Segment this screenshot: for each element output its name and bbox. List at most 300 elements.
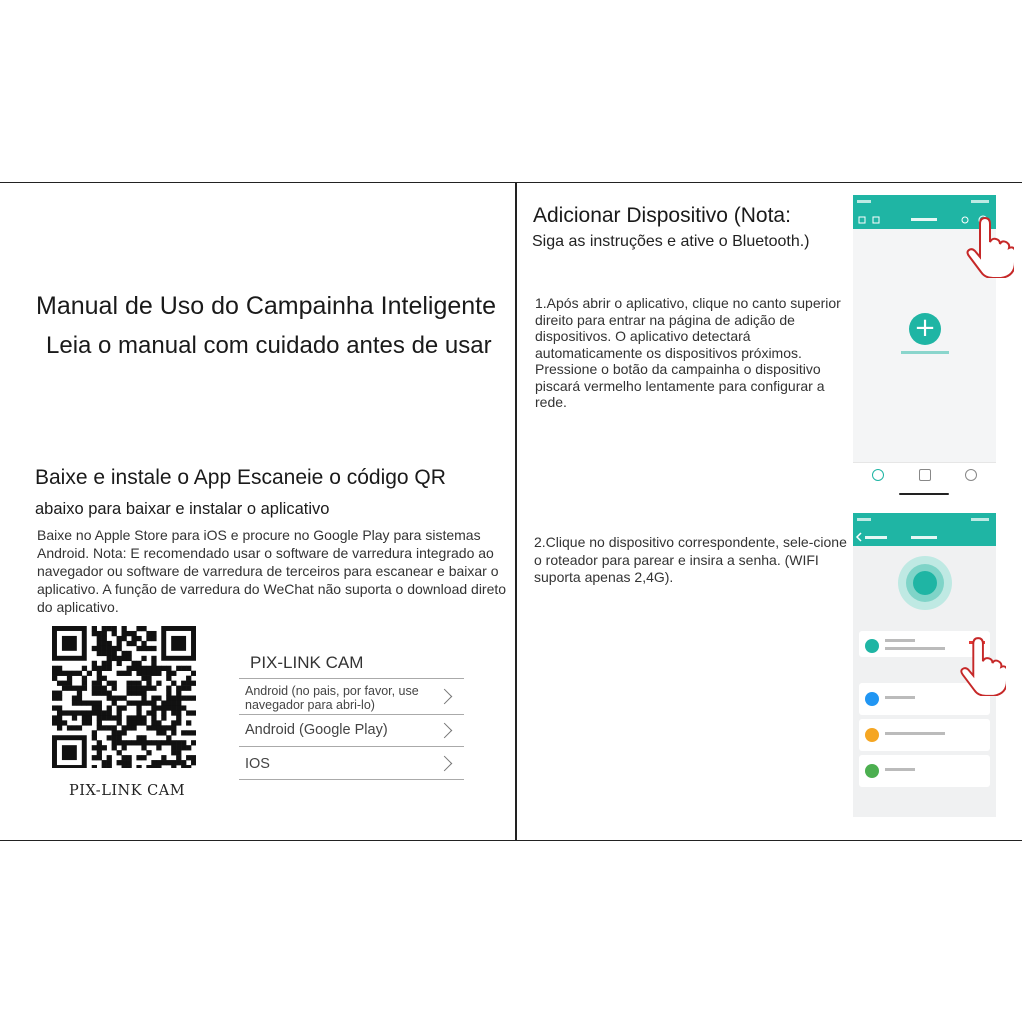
qr-module [97,671,102,676]
qr-module [166,666,171,671]
qr-module [112,646,117,651]
qr-module [131,691,136,696]
qr-module [107,666,112,671]
qr-module [67,681,72,686]
qr-module [82,681,87,686]
qr-module [186,755,191,760]
qr-module [161,725,166,730]
qr-module [122,651,127,656]
qr-module [156,705,161,710]
qr-module [146,666,151,671]
qr-module [57,705,62,710]
qr-module [107,691,112,696]
qr-module [126,691,131,696]
qr-module [161,740,166,745]
qr-module [72,671,77,676]
qr-module [161,710,166,715]
qr-module [156,760,161,765]
qr-module [117,740,122,745]
home-indicator [899,493,949,495]
qr-module [176,755,181,760]
qr-module [52,676,57,681]
qr-module [92,710,97,715]
step-1-text: 1.Após abrir o aplicativo, clique no canto superior direito para entrar na página de adição de dispositivos. O aplicativo detectará automaticamente os dispositivos próximos. Pressione o botão da campainha o dispositivo piscará vermelho lentamente para configurar a rede. [535,295,841,410]
qr-module [82,666,87,671]
qr-module [112,735,117,740]
method-wifi-card[interactable] [859,719,990,751]
scanning-center-icon [913,571,937,595]
bottom-tab-bar [853,462,996,497]
qr-module [171,671,176,676]
qr-module [131,720,136,725]
qr-module [107,646,112,651]
qr-module [176,715,181,720]
qr-module [136,765,141,768]
option-label [245,684,419,712]
qr-module [117,641,122,646]
home-tab-icon[interactable] [872,469,884,481]
qr-module [126,666,131,671]
qr-code [52,626,196,768]
qr-module [97,715,102,720]
qr-module [57,691,62,696]
qr-module [171,750,176,755]
qr-module [77,691,82,696]
qr-module [181,760,186,765]
qr-module [126,725,131,730]
qr-module [136,720,141,725]
qr-module [107,710,112,715]
device-icon [865,639,879,653]
qr-module [161,666,166,671]
qr-module [112,745,117,750]
qr-module [122,765,127,768]
qr-module [131,740,136,745]
qr-module [97,720,102,725]
qr-module [97,725,102,730]
qr-module [156,730,161,735]
qr-module [151,686,156,691]
add-device-subtitle: Siga as instruções e ative o Bluetooth.) [532,233,810,250]
qr-module [191,755,196,760]
qr-module [141,720,146,725]
method-text [885,696,915,699]
chevron-right-icon [437,723,453,739]
qr-module [117,735,122,740]
qr-module [176,691,181,696]
qr-module [77,671,82,676]
qr-module [102,676,107,681]
qr-module [92,735,97,740]
qr-module [126,656,131,661]
method-text [885,732,945,735]
qr-module [62,681,67,686]
qr-module [77,710,82,715]
qr-module [156,745,161,750]
qr-module [141,666,146,671]
qr-module [112,626,117,631]
qr-module [176,745,181,750]
qr-module [126,765,131,768]
method-text [885,768,915,771]
qr-module [82,676,87,681]
qr-module [171,720,176,725]
qr-module [161,705,166,710]
qr-module [92,626,97,631]
qr-module [117,661,122,666]
qr-module [107,705,112,710]
qr-module [176,760,181,765]
qr-module [171,700,176,705]
qr-module [72,696,77,701]
qr-module [97,700,102,705]
qr-module [186,696,191,701]
qr-module [126,720,131,725]
qr-module [176,710,181,715]
qr-module [191,760,196,765]
qr-module [122,745,127,750]
qr-module [107,681,112,686]
qr-module [141,700,146,705]
qr-module [151,661,156,666]
qr-module [102,626,107,631]
qr-module [166,696,171,701]
qr-module [112,740,117,745]
qr-module [171,765,176,768]
qr-module [141,715,146,720]
qr-module [57,725,62,730]
qr-module [82,700,87,705]
qr-module [102,760,107,765]
qr-module [176,666,181,671]
option-ios[interactable] [239,746,464,780]
qr-module [186,666,191,671]
qr-module [97,646,102,651]
qr-module [102,765,107,768]
qr-module [191,710,196,715]
qr-module [141,641,146,646]
qr-module [92,681,97,686]
qr-module [122,755,127,760]
qr-module [117,705,122,710]
qr-module [186,745,191,750]
qr-module [82,710,87,715]
qr-module [107,765,112,768]
profile-tab-icon[interactable] [965,469,977,481]
qr-module [156,681,161,686]
qr-module [131,661,136,666]
qr-module [191,671,196,676]
qr-module [52,691,57,696]
tap-hand-icon [962,216,1014,278]
qr-module [161,730,166,735]
step-2-text: 2.Clique no dispositivo correspondente, sele-cione o roteador para parear e insira a senha. (WIFI suporta apenas 2,4G). [534,534,847,585]
qr-module [126,686,131,691]
qr-module [186,730,191,735]
qr-module [181,765,186,768]
qr-module [171,681,176,686]
qr-module [122,696,127,701]
qr-module [166,725,171,730]
qr-module [191,696,196,701]
qr-module [102,646,107,651]
qr-module [107,656,112,661]
qr-module [136,691,141,696]
qr-module [176,700,181,705]
qr-module [97,686,102,691]
qr-module [57,696,62,701]
qr-module [186,720,191,725]
qr-module [102,725,107,730]
qr-module [146,750,151,755]
qr-module [67,676,72,681]
qr-module [166,671,171,676]
qr-module [181,745,186,750]
qr-module [82,686,87,691]
qr-module [52,671,57,676]
qr-module [136,735,141,740]
qr-module [97,676,102,681]
app-header-bar [853,513,996,546]
qr-module [141,626,146,631]
download-instructions: Baixe no Apple Store para iOS e procure no Google Play para sistemas Android. Nota: E recomendado usar o software de varredura integrado ao navegador ou software de varredura de terceiros para escanear e baixar o aplicativo. A função de varredura do WeChat não suporta o download direto do aplicativo. [37,527,507,615]
qr-module [97,636,102,641]
messages-tab-icon[interactable] [919,469,931,481]
qr-module [92,755,97,760]
qr-module [102,715,107,720]
qr-module [181,696,186,701]
qr-module [141,646,146,651]
chevron-right-icon [437,689,453,705]
qr-module [126,651,131,656]
qr-module [131,715,136,720]
qr-module [52,705,57,710]
qr-module [92,730,97,735]
qr-module [92,661,97,666]
qr-module [77,686,82,691]
add-device-plus-icon[interactable]: + [909,313,941,345]
qr-finder-pattern [171,636,186,651]
qr-module [156,740,161,745]
qr-module [107,735,112,740]
qr-module [156,720,161,725]
qr-module [151,671,156,676]
qr-module [122,760,127,765]
qr-module [181,705,186,710]
qr-module [161,755,166,760]
qr-module [186,765,191,768]
qr-module [97,740,102,745]
qr-module [181,666,186,671]
qr-module [107,661,112,666]
qr-finder-pattern [62,636,77,651]
qr-module [186,710,191,715]
qr-module [122,730,127,735]
qr-module [126,740,131,745]
qr-module [72,686,77,691]
qr-module [146,631,151,636]
qr-module [131,631,136,636]
qr-module [87,710,92,715]
qr-module [126,760,131,765]
qr-module [102,710,107,715]
qr-module [151,720,156,725]
qr-module [62,686,67,691]
qr-module [136,686,141,691]
qr-module [151,715,156,720]
qr-module [176,740,181,745]
qr-module [146,725,151,730]
qr-module [112,715,117,720]
qr-module [117,636,122,641]
qr-module [102,641,107,646]
qr-module [117,760,122,765]
option-android-browser[interactable] [239,678,464,714]
qr-module [102,661,107,666]
qr-module [191,730,196,735]
qr-module [52,715,57,720]
qr-module [171,730,176,735]
qr-module [117,750,122,755]
qr-module [191,681,196,686]
qr-module [97,666,102,671]
qr-module [181,686,186,691]
qr-module [126,631,131,636]
qr-module [141,755,146,760]
qr-module [181,740,186,745]
qr-module [112,656,117,661]
qr-module [122,725,127,730]
qr-module [131,666,136,671]
qr-module [87,720,92,725]
qr-module [87,715,92,720]
qr-module [112,730,117,735]
qr-module [136,626,141,631]
qr-module [131,686,136,691]
qr-module [146,710,151,715]
qr-module [62,710,67,715]
qr-module [57,681,62,686]
device-name-text [885,639,915,642]
qr-module [151,765,156,768]
qr-module [102,631,107,636]
qr-module [151,656,156,661]
qr-module [151,646,156,651]
qr-module [126,700,131,705]
qr-module [122,631,127,636]
qr-module [166,735,171,740]
qr-module [107,641,112,646]
qr-module [161,700,166,705]
qr-module [166,700,171,705]
qr-module [146,700,151,705]
qr-module [156,765,161,768]
qr-module [102,651,107,656]
qr-module [131,700,136,705]
qr-module [146,686,151,691]
qr-module [97,755,102,760]
qr-module [171,710,176,715]
qr-module [122,636,127,641]
qr-module [166,705,171,710]
qr-module [156,725,161,730]
qr-module [107,696,112,701]
qr-module [141,671,146,676]
qr-module [146,646,151,651]
qr-module [67,725,72,730]
qr-module [151,666,156,671]
qr-module [136,755,141,760]
qr-module [117,656,122,661]
qr-module [112,651,117,656]
qr-module [136,700,141,705]
qr-module [117,646,122,651]
qr-module [122,626,127,631]
qr-module [97,750,102,755]
wifi-icon [865,728,879,742]
qr-module [107,626,112,631]
qr-module [107,725,112,730]
qr-module [57,710,62,715]
qr-module [122,705,127,710]
qr-module [72,725,77,730]
qr-module [146,676,151,681]
qr-module [52,696,57,701]
qr-module [176,720,181,725]
qr-module [92,631,97,636]
qr-module [102,666,107,671]
qr-module [126,671,131,676]
qr-module [126,755,131,760]
qr-module [156,671,161,676]
qr-module [57,715,62,720]
qr-module [141,691,146,696]
qr-module [97,745,102,750]
qr-module [102,745,107,750]
qr-module [112,681,117,686]
qr-module [151,740,156,745]
qr-module [151,760,156,765]
qr-module [92,691,97,696]
qr-module [171,696,176,701]
qr-module [117,730,122,735]
qr-module [151,710,156,715]
download-subtitle: abaixo para baixar e instalar o aplicativo [35,500,330,518]
qr-module [92,666,97,671]
qr-module [112,686,117,691]
qr-module [97,691,102,696]
qr-module [166,740,171,745]
method-link-card[interactable] [859,755,990,787]
option-android-google-play[interactable] [239,714,464,746]
qr-module [136,661,141,666]
manual-subtitle: Leia o manual com cuidado antes de usar [46,332,492,359]
qr-module [107,755,112,760]
qr-module [136,740,141,745]
qr-module [176,705,181,710]
qr-module [62,671,67,676]
qr-module [186,686,191,691]
qr-module [166,676,171,681]
qr-module [131,681,136,686]
qr-module [136,646,141,651]
qr-module [136,710,141,715]
column-divider [515,182,517,841]
qr-module [141,745,146,750]
qr-module [136,715,141,720]
qr-module [136,666,141,671]
qr-module [107,760,112,765]
